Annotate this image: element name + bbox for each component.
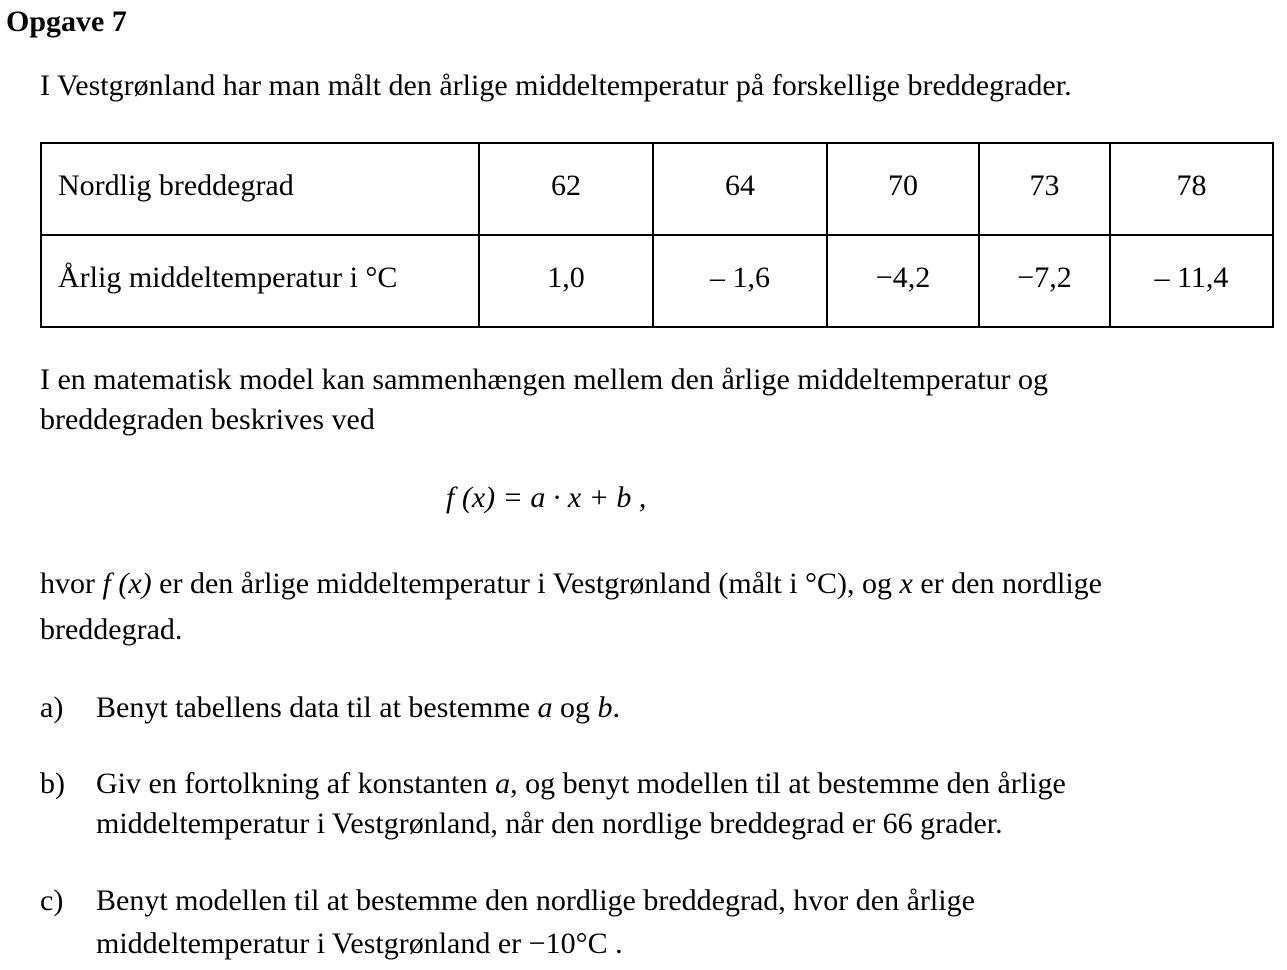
explanation-part: hvor (40, 567, 103, 600)
model-text-line2: breddegraden beskrives ved (40, 403, 375, 436)
question-text-part: og (552, 691, 598, 724)
table-cell: 64 (653, 143, 827, 235)
explanation-line2: breddegrad. (40, 613, 183, 646)
variable-a: a (495, 767, 511, 800)
task-title: Opgave 7 (6, 5, 127, 38)
variable-x: x (899, 567, 913, 600)
table-cell: 78 (1110, 143, 1273, 235)
table-cell: −7,2 (979, 235, 1110, 327)
table-cell: 70 (827, 143, 979, 235)
question-b-label: b) (40, 767, 65, 800)
question-a-label: a) (40, 691, 64, 724)
row-header-temperature: Årlig middeltemperatur i °C (41, 235, 479, 327)
table-row-temperature (41, 235, 1273, 327)
explanation-part: er den årlige middeltemperatur i Vestgrønland (målt i °C), og (151, 567, 900, 600)
row-header-latitude: Nordlig breddegrad (41, 143, 479, 235)
intro-text: I Vestgrønland har man målt den årlige middeltemperatur på forskellige breddegrader. (40, 69, 1072, 102)
table-cell: 62 (479, 143, 653, 235)
table-cell: −4,2 (827, 235, 979, 327)
data-table (40, 142, 1274, 328)
question-b-line2: middeltemperatur i Vestgrønland, når den nordlige breddegrad er 66 grader. (96, 807, 1003, 840)
question-text-part: . (612, 691, 621, 724)
function-symbol: f (x) (102, 567, 152, 600)
table-row-latitude (41, 143, 1273, 235)
question-text-part: , og benyt modellen til at bestemme den årlige (510, 767, 1066, 800)
variable-b: b (597, 691, 613, 724)
variable-a: a (537, 691, 553, 724)
model-text-line1: I en matematisk model kan sammenhængen mellem den årlige middeltemperatur og (40, 363, 1049, 396)
table-cell: – 1,6 (653, 235, 827, 327)
explanation-line1 (40, 564, 1102, 604)
table-cell: 73 (979, 143, 1110, 235)
question-text-part: Benyt tabellens data til at bestemme (96, 691, 538, 724)
question-c-label: c) (40, 884, 64, 917)
question-b-line1 (96, 764, 1066, 804)
explanation-part: er den nordlige (912, 567, 1102, 600)
question-a-text (96, 688, 620, 728)
question-c-line2: middeltemperatur i Vestgrønland er −10°C . (96, 927, 623, 960)
question-c-line1: Benyt modellen til at bestemme den nordlige breddegrad, hvor den årlige (96, 884, 975, 917)
question-text-part: Giv en fortolkning af konstanten (96, 767, 496, 800)
model-formula: f (x) = a · x + b , (446, 481, 647, 514)
table-cell: 1,0 (479, 235, 653, 327)
table-cell: – 11,4 (1110, 235, 1273, 327)
